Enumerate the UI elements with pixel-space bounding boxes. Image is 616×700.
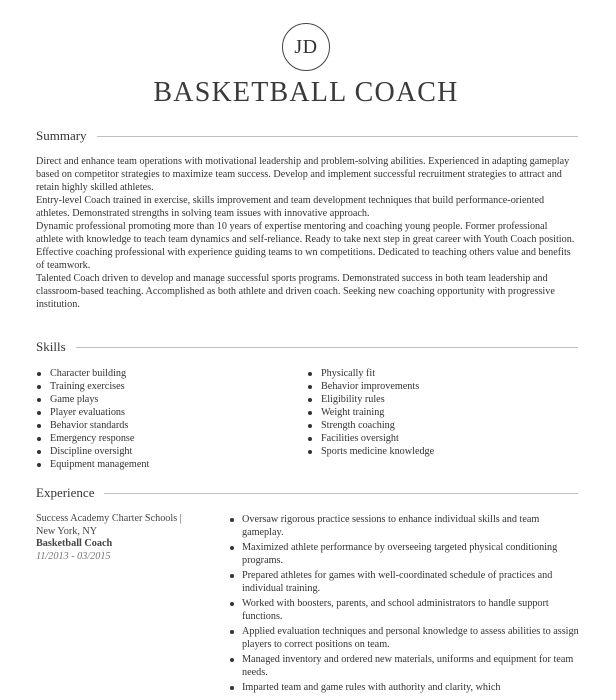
skill-item: Eligibility rules	[307, 393, 434, 406]
job-location: New York, NY	[36, 525, 98, 537]
skills-divider	[76, 347, 578, 348]
experience-section-header	[36, 484, 578, 502]
duty-item: Maximized athlete performance by overseeing targeted physical conditioning programs.	[229, 541, 579, 567]
summary-paragraph: Effective coaching professional with experience guiding teams to wn competitions. Dedicated to teaching others value and benefits of teamwork.	[36, 247, 571, 271]
duty-item: Imparted team and game rules with authority and clarity, which	[229, 681, 579, 694]
job-employer: Success Academy Charter Schools |	[36, 513, 182, 524]
skill-item: Strength coaching	[307, 419, 434, 432]
skill-item: Facilities oversight	[307, 432, 434, 445]
skill-item: Physically fit	[307, 367, 434, 380]
summary-heading: Summary	[36, 128, 87, 143]
skill-item: Emergency response	[36, 432, 149, 445]
duty-item: Managed inventory and ordered new materials, uniforms and equipment for team needs.	[229, 653, 579, 679]
duty-item: Oversaw rigorous practice sessions to enhance individual skills and team gameplay.	[229, 513, 579, 539]
skill-item: Weight training	[307, 406, 434, 419]
experience-divider	[104, 493, 578, 494]
skill-item: Training exercises	[36, 380, 149, 393]
skill-item: Game plays	[36, 393, 149, 406]
summary-paragraph: Direct and enhance team operations with motivational leadership and problem-solving abilities. Experienced in adapting gameplay based on competitor strategies to maximize team success. Develop and implement successful recruitment strategies to attract and retain highly skilled athletes.	[36, 156, 570, 193]
summary-paragraph: Entry-level Coach trained in exercise, skills improvement and team development techniques that build performance-oriented athletes. Demonstrated strengths in solving team issues with innovative approach.	[36, 195, 545, 219]
skill-item: Discipline oversight	[36, 445, 149, 458]
job-dates: 11/2013 - 03/2015	[36, 550, 111, 562]
monogram-initials: JD	[294, 35, 318, 58]
job-meta	[36, 513, 216, 563]
skill-item: Behavior standards	[36, 419, 149, 432]
skill-item: Character building	[36, 367, 149, 380]
job-role: Basketball Coach	[36, 538, 113, 549]
monogram-badge	[282, 23, 330, 71]
duty-item: Worked with boosters, parents, and school administrators to handle support functions.	[229, 597, 579, 623]
duty-item: Prepared athletes for games with well-coordinated schedule of practices and individual training.	[229, 569, 579, 595]
skills-list-right	[307, 367, 434, 458]
summary-paragraph: Talented Coach driven to develop and manage successful sports programs. Demonstrated success in both team leadership and classroom-based teaching. Accomplished as both athlete and driven coach. Seeking new coaching opportunity with progressive institution.	[36, 273, 555, 310]
experience-heading: Experience	[36, 485, 95, 500]
duty-item: Applied evaluation techniques and personal knowledge to assess abilities to assign players to correct positions on team.	[229, 625, 579, 651]
skill-item: Equipment management	[36, 458, 149, 471]
skill-item: Player evaluations	[36, 406, 149, 419]
resume-title: BASKETBALL COACH	[153, 77, 459, 108]
skills-list-left	[36, 367, 149, 471]
skill-item: Behavior improvements	[307, 380, 434, 393]
job-duties-list	[229, 513, 579, 696]
skills-heading: Skills	[36, 339, 66, 354]
skill-item: Sports medicine knowledge	[307, 445, 434, 458]
summary-text	[36, 155, 576, 311]
skills-section-header	[36, 338, 578, 356]
summary-divider	[97, 136, 578, 137]
summary-section-header	[36, 127, 578, 145]
summary-paragraph: Dynamic professional promoting more than 10 years of expertise mentoring and coaching young people. Former professional athlete with knowledge to teach team dynamics and self-reliance. Ready to take next step in great career with Youth Coach position.	[36, 221, 575, 245]
